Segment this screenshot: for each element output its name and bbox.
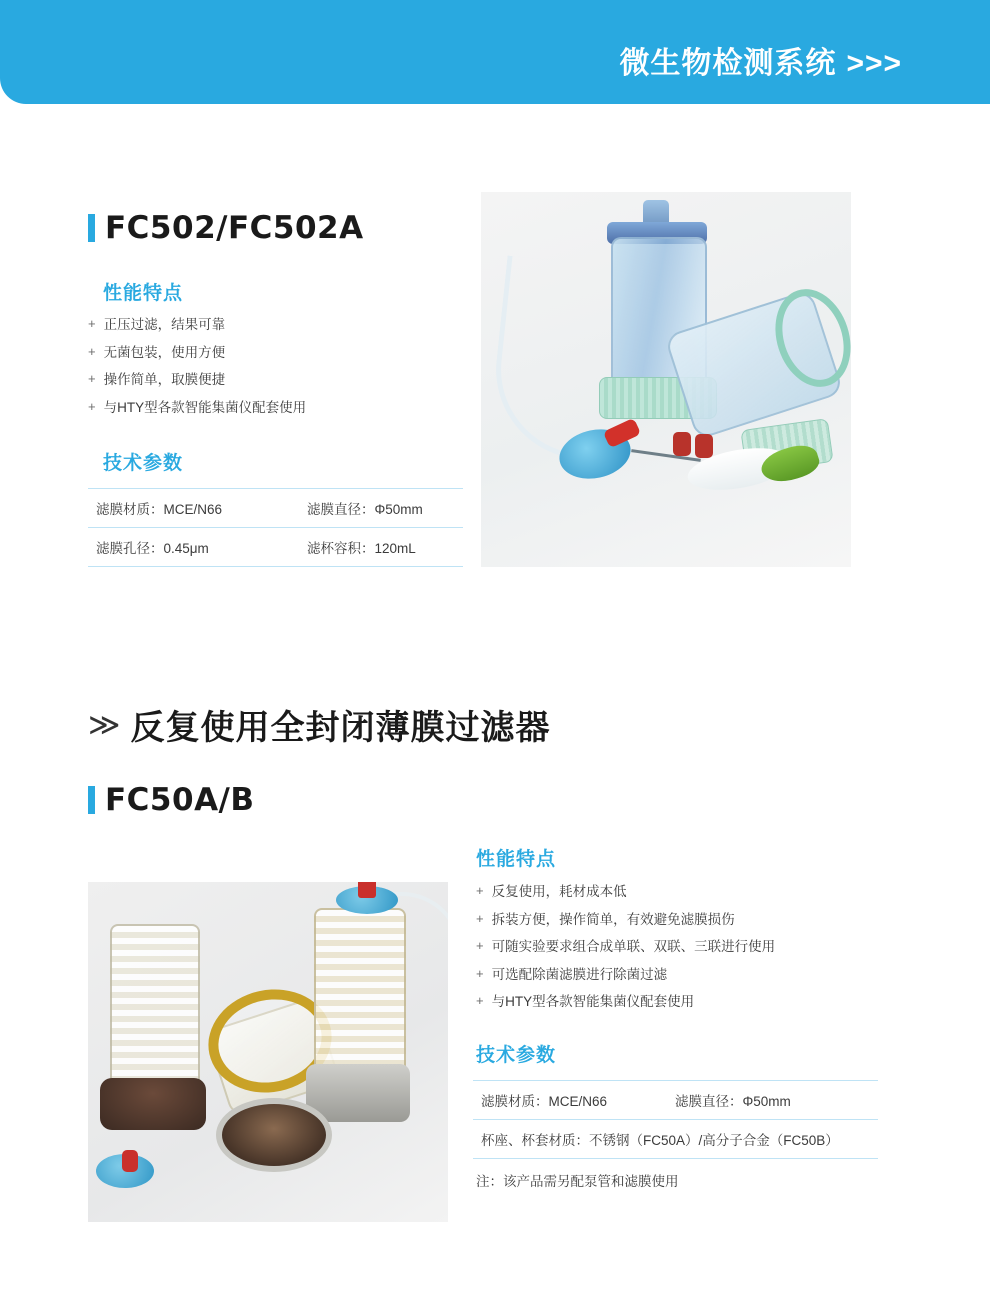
feature-text: 与HTY型各款智能集菌仪配套使用 [103, 399, 307, 415]
spec-table-fc50ab [473, 1080, 878, 1159]
spec-cell: 滤膜材质：MCE/N66 [88, 489, 299, 528]
feature-text: 反复使用，耗材成本低 [491, 884, 627, 899]
feature-list-fc502 [88, 315, 438, 425]
cup-seat-illustration [216, 1098, 332, 1172]
plus-icon: + [88, 343, 96, 359]
spec-table-fc502 [88, 488, 463, 567]
red-cap-illustration [358, 882, 376, 898]
feature-list-fc50ab [476, 882, 876, 1020]
params-heading: 技术参数 [476, 1045, 557, 1066]
feature-text: 无菌包装，使用方便 [103, 344, 226, 360]
list-item [476, 937, 876, 957]
spec-cell: 杯座、杯套材质：不锈钢（FC50A）/高分子合金（FC50B） [473, 1120, 878, 1159]
feature-text: 正压过滤，结果可靠 [103, 317, 226, 332]
plus-icon: + [476, 965, 484, 981]
spec-cell: 滤杯容积：120mL [299, 528, 463, 567]
spec-cell: 滤膜孔径：0.45μm [88, 528, 299, 567]
table-row [473, 1081, 878, 1120]
product-photo-fc50ab [88, 882, 448, 1222]
params-heading: 技术参数 [103, 453, 184, 474]
list-item [476, 965, 876, 985]
section-divider-heading [88, 700, 550, 749]
product-note: 注：该产品需另配泵管和滤膜使用 [476, 1174, 679, 1189]
performance-heading: 性能特点 [103, 283, 184, 304]
plus-icon: + [88, 371, 96, 387]
red-cap-illustration [695, 434, 713, 458]
filter-cylinder-illustration [110, 924, 200, 1088]
feature-text: 可选配除菌滤膜进行除菌过滤 [491, 966, 668, 982]
header-title: 微生物检测系统 [619, 47, 837, 80]
section-fc502 [0, 200, 990, 600]
feature-text: 可随实验要求组合成单联、双联、三联进行使用 [491, 939, 776, 955]
plus-icon: + [476, 938, 484, 954]
header-title-group [619, 38, 902, 82]
plus-icon: + [476, 910, 484, 926]
feature-text: 拆装方便，操作简单，有效避免滤膜损伤 [491, 911, 735, 927]
table-row [88, 528, 463, 567]
list-item [88, 315, 438, 335]
model-name: FC50A/B [105, 782, 255, 818]
list-item [88, 398, 438, 418]
table-row [473, 1120, 878, 1159]
red-cap-illustration [122, 1150, 138, 1172]
model-name: FC502/FC502A [105, 210, 364, 246]
plus-icon: + [88, 316, 96, 331]
divider-title: 反复使用全封闭薄膜过滤器 [130, 709, 551, 747]
list-item [476, 910, 876, 930]
list-item [476, 992, 876, 1012]
list-item [88, 343, 438, 363]
spec-cell: 滤膜直径：Φ50mm [667, 1081, 878, 1120]
model-title-fc50ab [88, 782, 255, 818]
section-fc50ab [0, 782, 990, 1232]
plus-icon: + [88, 398, 96, 414]
product-photo-fc502 [481, 192, 851, 567]
spec-cell: 滤膜材质：MCE/N66 [473, 1081, 667, 1120]
feature-text: 与HTY型各款智能集菌仪配套使用 [491, 994, 695, 1010]
plus-icon: + [476, 993, 484, 1009]
dark-base-illustration [100, 1078, 206, 1130]
table-row [88, 489, 463, 528]
model-title-fc502 [88, 210, 364, 246]
list-item [88, 370, 438, 390]
spec-cell: 滤膜直径：Φ50mm [299, 489, 463, 528]
red-cap-illustration [673, 432, 691, 456]
list-item [476, 882, 876, 902]
double-chevron-icon: ≫ [88, 706, 117, 742]
plus-icon: + [476, 883, 484, 898]
page-header [0, 0, 990, 104]
accent-bar-icon [88, 214, 95, 242]
accent-bar-icon [88, 786, 95, 814]
filter-cylinder-illustration [314, 908, 406, 1074]
performance-heading: 性能特点 [476, 849, 557, 870]
feature-text: 操作简单，取膜便捷 [103, 372, 226, 388]
header-arrows-icon: >>> [846, 47, 902, 80]
